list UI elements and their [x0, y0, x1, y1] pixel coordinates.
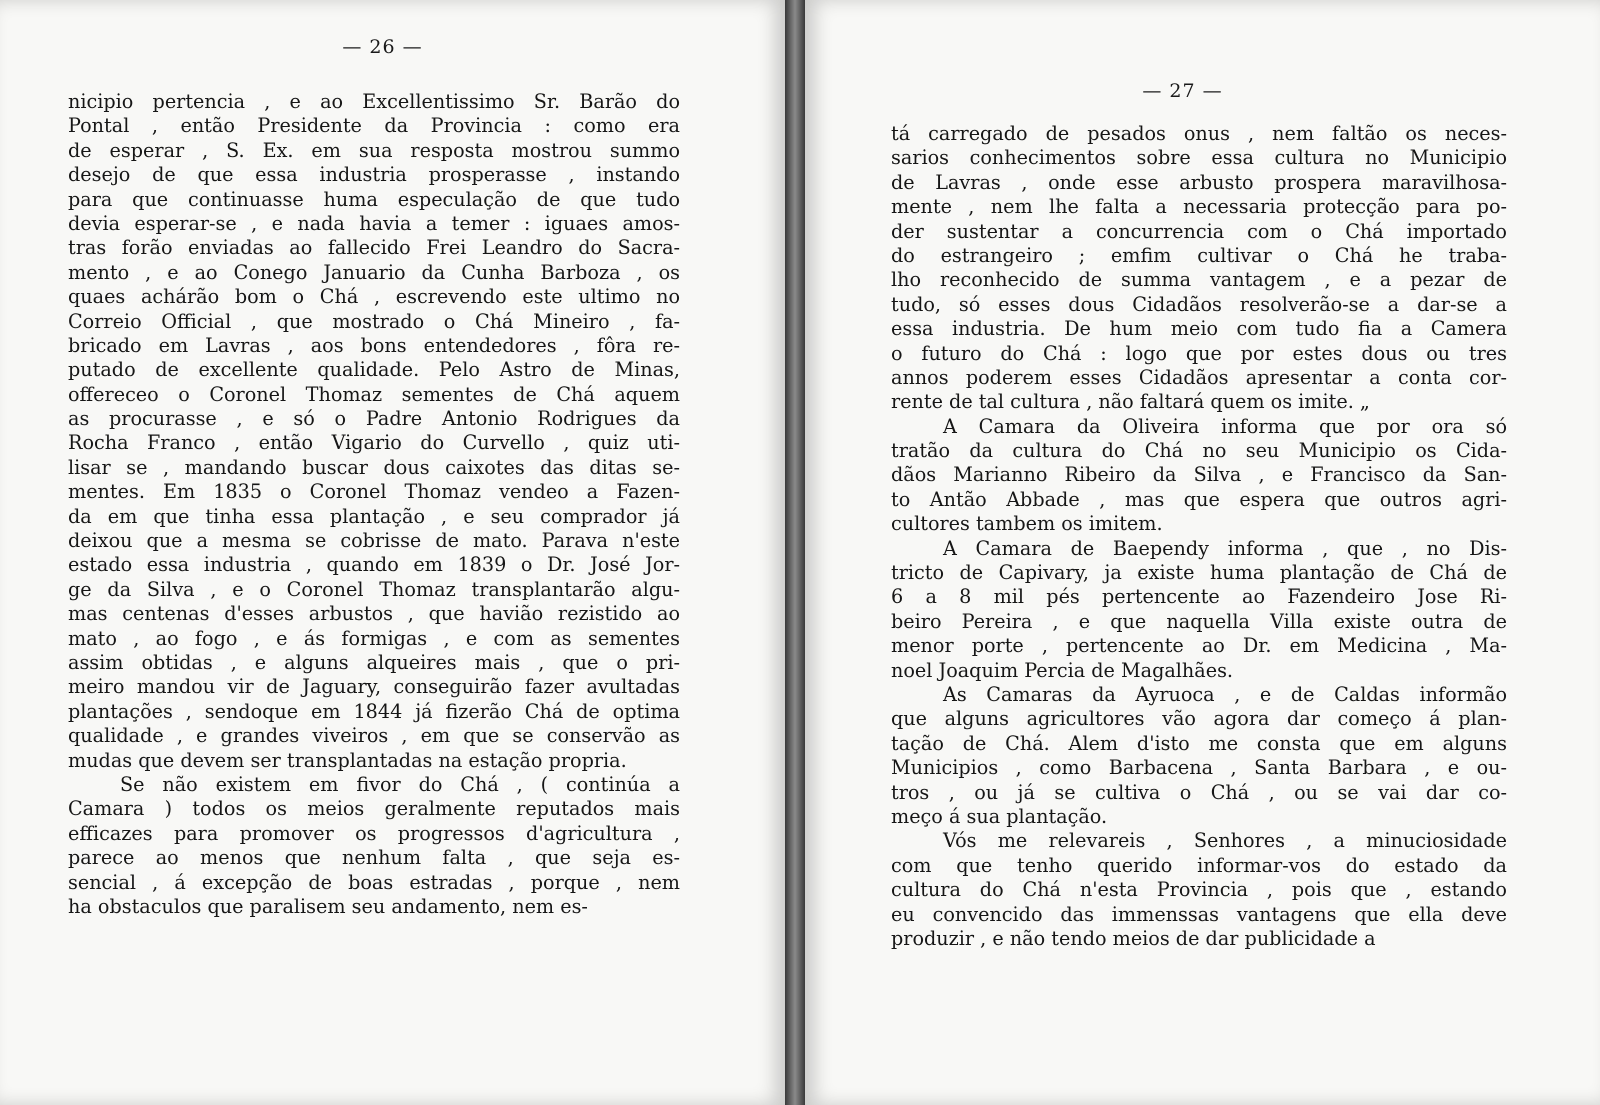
text-line: meço á sua plantação.: [891, 804, 1108, 828]
text-line: que alguns agricultores vão agora dar começo á plan-: [891, 707, 1507, 731]
text-line: As Camaras da Ayruoca , e de Caldas informão: [943, 682, 1507, 706]
text-line: sencial , á excepção de boas estradas , porque , nem: [68, 870, 680, 894]
text-line: mato , ao fogo , e ás formigas , e com as sementes: [68, 626, 680, 650]
book-gutter: [785, 0, 805, 1105]
text-line: rente de tal cultura , não faltará quem os imite. „: [891, 390, 1370, 414]
page-number-right: — 27 —: [1142, 80, 1223, 102]
text-line: as procurasse , e só o Padre Antonio Rodrigues da: [68, 407, 680, 431]
text-line: mudas que devem ser transplantadas na estação propria.: [68, 748, 627, 772]
text-line: tras forão enviadas ao fallecido Frei Leandro do Sacra-: [68, 236, 680, 260]
text-line: beiro Pereira , e que naquella Villa existe outra de: [891, 609, 1507, 633]
text-line: Se não existem em fivor do Chá , ( continúa a: [120, 772, 680, 796]
text-line: deixou que a mesma se cobrisse de mato. Parava n'este: [68, 529, 680, 553]
text-line: quaes achárão bom o Chá , escrevendo este ultimo no: [68, 285, 680, 309]
text-line: mas centenas d'esses arbustos , que havião rezistido ao: [68, 602, 680, 626]
text-line: dãos Marianno Ribeiro da Silva , e Francisco da San-: [891, 463, 1507, 487]
text-line: de Lavras , onde esse arbusto prospera maravilhosa-: [891, 170, 1507, 194]
text-line: Rocha Franco , então Vigario do Curvello , quiz uti-: [68, 431, 680, 455]
text-line: Vós me relevareis , Senhores , a minuciosidade: [943, 829, 1507, 853]
text-line: mentes. Em 1835 o Coronel Thomaz vendeo a Fazen-: [68, 480, 680, 504]
text-line: putado de excellente qualidade. Pelo Astro de Minas,: [68, 358, 680, 382]
text-line: cultores tambem os imitem.: [891, 512, 1163, 536]
text-line: plantações , sendoque em 1844 já fizerão Chá de optima: [68, 699, 680, 723]
text-line: mento , e ao Conego Januario da Cunha Barboza , os: [68, 260, 680, 284]
page-number-left: — 26 —: [342, 36, 423, 58]
text-line: A Camara de Baependy informa , que , no Dis-: [943, 536, 1507, 560]
text-line: essa industria. De hum meio com tudo fia a Camera: [891, 317, 1507, 341]
text-line: 6 a 8 mil pés pertencente ao Fazendeiro Jose Ri-: [891, 585, 1507, 609]
text-line: eu convencido das immenssas vantagens que ella deve: [891, 902, 1507, 926]
text-line: devia esperar-se , e nada havia a temer : iguaes amos-: [68, 211, 680, 235]
text-line: efficazes para promover os progressos d'agricultura ,: [68, 821, 680, 845]
text-line: ge da Silva , e o Coronel Thomaz transplantarão algu-: [68, 577, 680, 601]
text-line: lisar se , mandando buscar dous caixotes das ditas se-: [68, 455, 680, 479]
text-line: nicipio pertencia , e ao Excellentissimo Sr. Barão do: [68, 90, 680, 113]
text-line: com que tenho querido informar-vos do estado da: [891, 853, 1507, 877]
text-line: do estrangeiro ; emfim cultivar o Chá he traba-: [891, 243, 1507, 267]
text-line: o futuro do Chá : logo que por estes dous ou tres: [891, 341, 1507, 365]
text-line: offereceo o Coronel Thomaz sementes de Chá aquem: [68, 382, 680, 406]
right-page: [805, 0, 1600, 1105]
text-line: meiro mandou vir de Jaguary, conseguirão fazer avultadas: [68, 675, 680, 699]
text-line: tratão da cultura do Chá no seu Municipio os Cida-: [891, 439, 1507, 463]
text-line: mente , nem lhe falta a necessaria protecção para po-: [891, 195, 1507, 219]
text-line: qualidade , e grandes viveiros , em que se conservão as: [68, 724, 680, 748]
text-line: ha obstaculos que paralisem seu andamento, nem es-: [68, 894, 588, 918]
text-line: tros , ou já se cultiva o Chá , ou se vai dar co-: [891, 780, 1507, 804]
text-line: noel Joaquim Percia de Magalhães.: [891, 658, 1234, 682]
text-line: annos poderem esses Cidadãos apresentar a conta cor-: [891, 365, 1507, 389]
text-line: Camara ) todos os meios geralmente reputados mais: [68, 797, 680, 821]
text-line: da em que tinha essa plantação , e seu comprador já: [68, 504, 680, 528]
text-line: Correio Official , que mostrado o Chá Mineiro , fa-: [68, 309, 680, 333]
text-line: tação de Chá. Alem d'isto me consta que em alguns: [891, 731, 1507, 755]
text-line: A Camara da Oliveira informa que por ora só: [943, 414, 1507, 438]
text-line: to Antão Abbade , mas que espera que outros agri-: [891, 487, 1507, 511]
left-page: [0, 0, 785, 1105]
text-line: der sustentar a concurrencia com o Chá importado: [891, 219, 1507, 243]
text-line: lho reconhecido de summa vantagem , e a pezar de: [891, 268, 1507, 292]
text-line: tá carregado de pesados onus , nem faltão os neces-: [891, 122, 1507, 145]
text-line: assim obtidas , e alguns alqueires mais , que o pri-: [68, 650, 680, 674]
text-line: parece ao menos que nenhum falta , que seja es-: [68, 846, 680, 870]
text-line: cultura do Chá n'esta Provincia , pois que , estando: [891, 878, 1507, 902]
right-page-text: [891, 122, 1507, 951]
text-line: para que continuasse huma especulação de que tudo: [68, 187, 680, 211]
text-line: sarios conhecimentos sobre essa cultura no Municipio: [891, 146, 1507, 170]
text-line: tudo, só esses dous Cidadãos resolverão-se a dar-se a: [891, 292, 1507, 316]
text-line: tricto de Capivary, ja existe huma plantação de Chá de: [891, 561, 1507, 585]
left-page-text: [68, 90, 680, 919]
text-line: Municipios , como Barbacena , Santa Barbara , e ou-: [891, 756, 1507, 780]
text-line: menor porte , pertencente ao Dr. em Medicina , Ma-: [891, 634, 1507, 658]
text-line: Pontal , então Presidente da Provincia : como era: [68, 114, 680, 138]
text-line: bricado em Lavras , aos bons entendedores , fôra re-: [68, 333, 680, 357]
text-line: produzir , e não tendo meios de dar publicidade a: [891, 926, 1376, 950]
text-line: desejo de que essa industria prosperasse , instando: [68, 163, 680, 187]
text-line: de esperar , S. Ex. em sua resposta mostrou summo: [68, 138, 680, 162]
text-line: estado essa industria , quando em 1839 o Dr. José Jor-: [68, 553, 680, 577]
